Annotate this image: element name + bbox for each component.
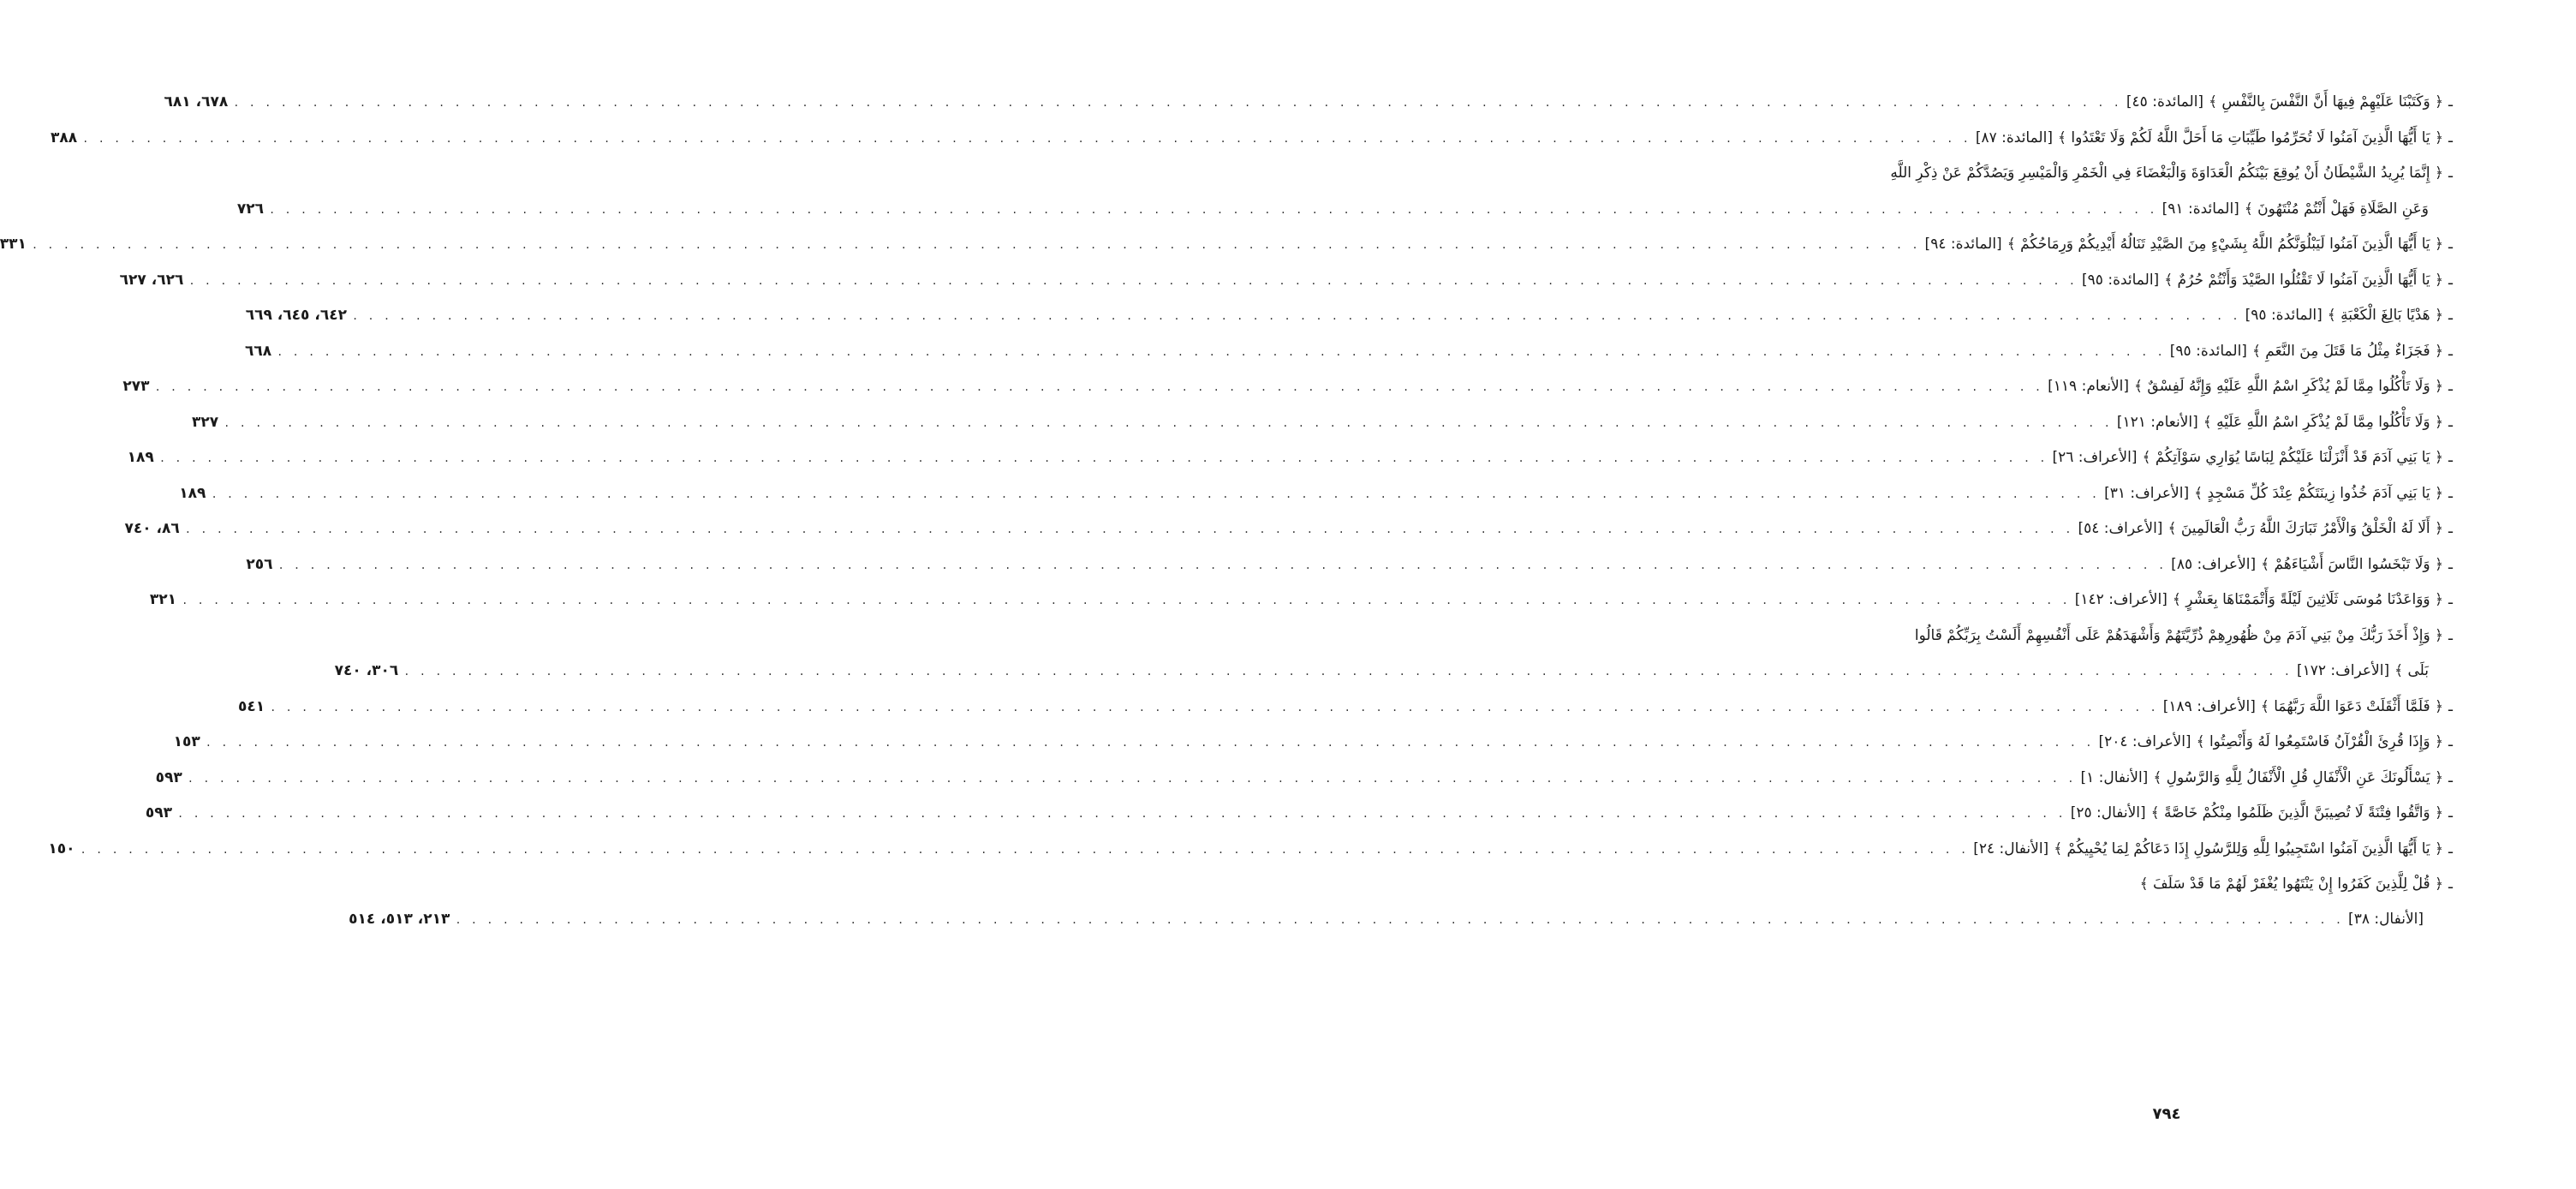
list-item: ـ ﴿ يَا أَيُّهَا الَّذِينَ آمَنُوا لَيَبْلُوَنَّكُمُ اللَّهُ بِشَيْءٍ مِنَ الصَّيْدِ تَنَالُهُ أَيْدِيكُمْ وَرِمَاحُكُمْ ﴾ [المائدة: ٩٤] . . . ٣٣١ <box>1840 235 2453 271</box>
list-item: ـ ﴿ يَا أَيُّهَا الَّذِينَ آمَنُوا اسْتَجِيبُوا لِلَّهِ وَلِلرَّسُولِ إِذَا دَعَاكُمْ لِمَا يُحْيِيكُمْ ﴾ [الأنفال: ٢٤] . . . ١٥٠ <box>1840 839 2453 875</box>
leader-dots <box>277 559 2166 571</box>
quran-quote: ﴿ وَلَا تَأْكُلُوا مِمَّا لَمْ يُذْكَرِ اسْمُ اللَّهِ عَلَيْهِ ﴾ <box>2203 413 2444 431</box>
leader-dots <box>177 808 2066 820</box>
page-references: ٨٦، ٧٤٠ <box>124 520 180 537</box>
quran-quote: ﴿ وَلَا تَبْخَسُوا النَّاسَ أَشْيَاءَهُمْ ﴾ <box>2261 555 2444 573</box>
verse-reference: [المائدة: ٩١] <box>2162 200 2239 218</box>
leader-dots <box>270 702 2158 714</box>
quran-quote: ﴿ وَإِذَا قُرِئَ الْقُرْآنُ فَاسْتَمِعُوا لَهُ وَأَنْصِتُوا ﴾ <box>2196 733 2444 750</box>
list-item: ـ ﴿ وَلَا تَأْكُلُوا مِمَّا لَمْ يُذْكَرِ اسْمُ اللَّهِ عَلَيْهِ وَإِنَّهُ لَفِسْقٌ ﴾ [الأنعام: ١١٩] . . . ٢٧٣ <box>1840 377 2453 413</box>
list-item: ـ ﴿ وَلَا تَبْخَسُوا النَّاسَ أَشْيَاءَهُمْ ﴾ [الأعراف: ٨٥] . . . ٢٥٦ <box>1840 555 2453 591</box>
quran-quote: ﴿ وَإِذْ أَخَذَ رَبُّكَ مِنْ بَنِي آدَمَ مِنْ ظُهُورِهِمْ ذُرِّيَّتَهُمْ وَأَشْهَدَهُمْ عَلَى أَنْفُسِهِمْ أَلَسْتُ بِرَبِّكُمْ قَالُوا <box>1914 626 2444 644</box>
leader-dots <box>211 488 2099 500</box>
quran-quote: ﴿ يَسْأَلُونَكَ عَنِ الْأَنْفَالِ قُلِ الْأَنْفَالُ لِلَّهِ وَالرَّسُولِ ﴾ <box>2153 768 2444 786</box>
leader-dots <box>32 239 1920 251</box>
page-references: ١٥٠ <box>48 839 75 857</box>
page-references: ٥٩٣ <box>145 804 172 822</box>
leader-dots <box>455 914 2343 926</box>
list-item: ـ ﴿ إِنَّمَا يُرِيدُ الشَّيْطَانُ أَنْ يُوقِعَ بَيْنَكُمُ الْعَدَاوَةَ وَالْبَغْضَاءَ فِي الْخَمْرِ وَالْمَيْسِرِ وَيَصُدَّكُمْ عَنْ ذِكْرِ اللَّهِ <box>1890 164 2453 182</box>
leader-dots <box>206 737 2094 749</box>
leader-dots <box>233 97 2121 109</box>
quran-quote: ﴿ يَا أَيُّهَا الَّذِينَ آمَنُوا لَيَبْلُوَنَّكُمُ اللَّهُ بِشَيْءٍ مِنَ الصَّيْدِ تَنَالُهُ أَيْدِيكُمْ وَرِمَاحُكُمْ ﴾ <box>2007 236 2444 253</box>
verse-reference: [الأعراف: ٢٠٤] <box>2098 733 2191 750</box>
verse-reference: [الأنفال: ١] <box>2080 768 2149 786</box>
index-list <box>0 93 2453 946</box>
page-references: ٦٤٢، ٦٤٥، ٦٦٩ <box>245 307 347 324</box>
list-item-continuation <box>334 661 2453 697</box>
list-item-continuation <box>236 200 2453 236</box>
quran-quote: ﴿ أَلَا لَهُ الْخَلْقُ وَالْأَمْرُ تَبَارَكَ اللَّهُ رَبُّ الْعَالَمِينَ ﴾ <box>2168 520 2444 537</box>
verse-reference: [الأعراف: ٣١] <box>2104 484 2190 502</box>
quran-quote: ﴿ وَوَاعَدْنَا مُوسَى ثَلَاثِينَ لَيْلَةً وَأَتْمَمْنَاهَا بِعَشْرٍ ﴾ <box>2172 591 2444 608</box>
quran-quote: ﴿ هَدْيًا بَالِغَ الْكَعْبَةِ ﴾ <box>2327 307 2444 324</box>
verse-reference: [الأنفال: ٢٥] <box>2070 804 2146 822</box>
list-item: ـ ﴿ هَدْيًا بَالِغَ الْكَعْبَةِ ﴾ [المائدة: ٩٥] . . . ٦٤٢، ٦٤٥، ٦٦٩ <box>1840 306 2453 342</box>
quran-quote: ﴿ فَلَمَّا أَثْقَلَتْ دَعَوَا اللَّهَ رَبَّهُمَا ﴾ <box>2260 697 2444 715</box>
leader-dots <box>82 133 1971 145</box>
list-item-continuation <box>349 910 2453 947</box>
quran-quote-continuation: بَلَى ﴾ <box>2394 662 2429 679</box>
leader-dots <box>188 275 2077 287</box>
leader-dots <box>269 204 2157 216</box>
page-references: ٥٩٣ <box>155 768 182 786</box>
list-item: ـ ﴿ وَوَاعَدْنَا مُوسَى ثَلَاثِينَ لَيْلَةً وَأَتْمَمْنَاهَا بِعَشْرٍ ﴾ [الأعراف: ١٤٢] . . . ٣٢١ <box>1840 590 2453 626</box>
verse-reference: [الأنفال: ٢٤] <box>1973 839 2049 857</box>
quran-quote: ﴿ يَا بَنِي آدَمَ قَدْ أَنْزَلْنَا عَلَيْكُمْ لِبَاسًا يُوَارِي سَوْآتِكُمْ ﴾ <box>2142 449 2444 466</box>
page-references: ٧٢٦ <box>236 200 264 218</box>
quran-quote: ﴿ إِنَّمَا يُرِيدُ الشَّيْطَانُ أَنْ يُوقِعَ بَيْنَكُمُ الْعَدَاوَةَ وَالْبَغْضَاءَ فِي الْخَمْرِ وَالْمَيْسِرِ وَيَصُدَّكُمْ عَنْ ذِكْرِ اللَّهِ <box>1890 164 2444 182</box>
quran-quote: ﴿ يَا أَيُّهَا الَّذِينَ آمَنُوا لَا تَقْتُلُوا الصَّيْدَ وَأَنْتُمْ حُرُمٌ ﴾ <box>2164 271 2444 289</box>
page-references: ٣٢١ <box>149 591 177 608</box>
verse-reference: [الأنعام: ١٢١] <box>2116 413 2198 431</box>
page-references: ٣٢٧ <box>192 413 219 431</box>
quran-quote: ﴿ وَكَتَبْنَا عَلَيْهِمْ فِيهَا أَنَّ النَّفْسَ بِالنَّفْسِ ﴾ <box>2209 93 2444 111</box>
leader-dots <box>403 666 2292 678</box>
list-item: ـ ﴿ فَجَزَاءٌ مِثْلُ مَا قَتَلَ مِنَ النَّعَمِ ﴾ [المائدة: ٩٥] . . . ٦٦٨ <box>1840 342 2453 378</box>
page-references: ٢٥٦ <box>246 555 273 573</box>
verse-reference: [الأنفال: ٣٨] <box>2348 910 2424 928</box>
verse-reference: [الأعراف: ٢٦] <box>2052 449 2138 466</box>
list-item: ـ ﴿ يَا أَيُّهَا الَّذِينَ آمَنُوا لَا تُحَرِّمُوا طَيِّبَاتِ مَا أَحَلَّ اللَّهُ لَكُمْ وَلَا تَعْتَدُوا ﴾ [المائدة: ٨٧] . . . ٣٨٨ <box>1840 128 2453 164</box>
page-references: ٥٤١ <box>237 697 265 715</box>
list-item: ـ ﴿ وَاتَّقُوا فِتْنَةً لَا تُصِيبَنَّ الَّذِينَ ظَلَمُوا مِنْكُمْ خَاصَّةً ﴾ [الأنفال: ٢٥] . . . ٥٩٣ <box>1840 804 2453 839</box>
list-item: ـ ﴿ وَإِذْ أَخَذَ رَبُّكَ مِنْ بَنِي آدَمَ مِنْ ظُهُورِهِمْ ذُرِّيَّتَهُمْ وَأَشْهَدَهُمْ عَلَى أَنْفُسِهِمْ أَلَسْتُ بِرَبِّكُمْ قَالُوا <box>1914 626 2453 644</box>
list-item: ـ ﴿ يَا أَيُّهَا الَّذِينَ آمَنُوا لَا تَقْتُلُوا الصَّيْدَ وَأَنْتُمْ حُرُمٌ ﴾ [المائدة: ٩٥] . . . ٦٢٦، ٦٢٧ <box>1840 271 2453 307</box>
verse-reference: [المائدة: ٩٥] <box>2169 342 2247 360</box>
page-references: ٢١٣، ٥١٣، ٥١٤ <box>349 910 450 928</box>
page-references: ٦٦٨ <box>244 342 272 360</box>
leader-dots <box>80 844 1969 856</box>
leader-dots <box>159 452 2048 464</box>
list-item: ـ ﴿ يَا بَنِي آدَمَ خُذُوا زِينَتَكُمْ عِنْدَ كُلِّ مَسْجِدٍ ﴾ [الأعراف: ٣١] . . . ١٨٩ <box>1840 484 2453 520</box>
leader-dots <box>188 773 2076 785</box>
leader-dots <box>352 310 2240 322</box>
verse-reference: [المائدة: ٨٧] <box>1975 128 2053 146</box>
list-item: ـ ﴿ وَلَا تَأْكُلُوا مِمَّا لَمْ يُذْكَرِ اسْمُ اللَّهِ عَلَيْهِ ﴾ [الأنعام: ١٢١] . . . ٣٢٧ <box>1840 413 2453 449</box>
verse-reference: [المائدة: ٩٤] <box>1924 236 2002 253</box>
leader-dots <box>185 523 2073 535</box>
verse-reference: [الأعراف: ٨٥] <box>2171 555 2257 573</box>
quran-quote: ﴿ وَاتَّقُوا فِتْنَةً لَا تُصِيبَنَّ الَّذِينَ ظَلَمُوا مِنْكُمْ خَاصَّةً ﴾ <box>2150 804 2444 822</box>
verse-reference: [المائدة: ٩٥] <box>2082 271 2160 289</box>
page-references: ١٥٣ <box>173 733 200 750</box>
verse-reference: [المائدة: ٩٥] <box>2245 307 2323 324</box>
list-item: ـ ﴿ يَا بَنِي آدَمَ قَدْ أَنْزَلْنَا عَلَيْكُمْ لِبَاسًا يُوَارِي سَوْآتِكُمْ ﴾ [الأعراف: ٢٦] . . . ١٨٩ <box>1840 448 2453 484</box>
list-item: ـ ﴿ قُلْ لِلَّذِينَ كَفَرُوا إِنْ يَنْتَهُوا يُغْفَرْ لَهُمْ مَا قَدْ سَلَفَ ﴾ <box>2139 875 2453 893</box>
verse-reference: [الأعراف: ١٧٢] <box>2296 662 2390 679</box>
leader-dots <box>224 417 2112 429</box>
verse-reference: [الأعراف: ١٤٢] <box>2074 591 2168 608</box>
quran-quote: ﴿ فَجَزَاءٌ مِثْلُ مَا قَتَلَ مِنَ النَّعَمِ ﴾ <box>2251 342 2444 360</box>
page-references: ٣٨٨ <box>51 128 78 146</box>
quran-quote: ﴿ يَا أَيُّهَا الَّذِينَ آمَنُوا اسْتَجِيبُوا لِلَّهِ وَلِلرَّسُولِ إِذَا دَعَاكُمْ لِمَا يُحْيِيكُمْ ﴾ <box>2054 839 2444 857</box>
quran-quote: ﴿ قُلْ لِلَّذِينَ كَفَرُوا إِنْ يَنْتَهُوا يُغْفَرْ لَهُمْ مَا قَدْ سَلَفَ ﴾ <box>2139 875 2444 893</box>
verse-reference: [الأعراف: ١٨٩] <box>2162 697 2256 715</box>
page-references: ١٨٩ <box>179 484 206 502</box>
verse-reference: [المائدة: ٤٥] <box>2126 93 2204 111</box>
page-references: ٣٠٦، ٧٤٠ <box>334 662 399 679</box>
page-references: ٦٢٦، ٦٢٧ <box>119 271 184 289</box>
list-item: ـ ﴿ وَإِذَا قُرِئَ الْقُرْآنُ فَاسْتَمِعُوا لَهُ وَأَنْصِتُوا ﴾ [الأعراف: ٢٠٤] . . . ١٥٣ <box>1840 732 2453 768</box>
list-item: ـ ﴿ أَلَا لَهُ الْخَلْقُ وَالْأَمْرُ تَبَارَكَ اللَّهُ رَبُّ الْعَالَمِينَ ﴾ [الأعراف: ٥٤] . . . ٨٦، ٧٤٠ <box>1840 519 2453 555</box>
page-references: ٣٣١ <box>0 236 27 253</box>
verse-reference: [الأعراف: ٥٤] <box>2078 520 2163 537</box>
quran-quote-continuation: وَعَنِ الصَّلَاةِ فَهَلْ أَنْتُمْ مُنْتَهُونَ ﴾ <box>2244 200 2429 218</box>
list-item: ـ ﴿ وَكَتَبْنَا عَلَيْهِمْ فِيهَا أَنَّ النَّفْسَ بِالنَّفْسِ ﴾ [المائدة: ٤٥] . . . ٦٧٨، ٦٨١ <box>1840 93 2453 128</box>
page-references: ٦٧٨، ٦٨١ <box>164 93 229 111</box>
page-number: ٧٩٤ <box>2152 1105 2181 1123</box>
leader-dots <box>154 381 2042 393</box>
verse-reference: [الأنعام: ١١٩] <box>2048 378 2130 395</box>
list-item: ـ ﴿ فَلَمَّا أَثْقَلَتْ دَعَوَا اللَّهَ رَبَّهُمَا ﴾ [الأعراف: ١٨٩] . . . ٥٤١ <box>1840 697 2453 733</box>
quran-quote: ﴿ يَا بَنِي آدَمَ خُذُوا زِينَتَكُمْ عِنْدَ كُلِّ مَسْجِدٍ ﴾ <box>2194 484 2444 502</box>
quran-quote: ﴿ وَلَا تَأْكُلُوا مِمَّا لَمْ يُذْكَرِ اسْمُ اللَّهِ عَلَيْهِ وَإِنَّهُ لَفِسْقٌ ﴾ <box>2134 378 2444 395</box>
list-item: ـ ﴿ يَسْأَلُونَكَ عَنِ الْأَنْفَالِ قُلِ الْأَنْفَالُ لِلَّهِ وَالرَّسُولِ ﴾ [الأنفال: ١] . . . ٥٩٣ <box>1840 768 2453 804</box>
quran-quote: ﴿ يَا أَيُّهَا الَّذِينَ آمَنُوا لَا تُحَرِّمُوا طَيِّبَاتِ مَا أَحَلَّ اللَّهُ لَكُمْ وَلَا تَعْتَدُوا ﴾ <box>2057 128 2444 146</box>
leader-dots <box>277 346 2165 358</box>
leader-dots <box>182 594 2070 606</box>
page-references: ٢٧٣ <box>122 378 150 395</box>
page-references: ١٨٩ <box>127 449 154 466</box>
